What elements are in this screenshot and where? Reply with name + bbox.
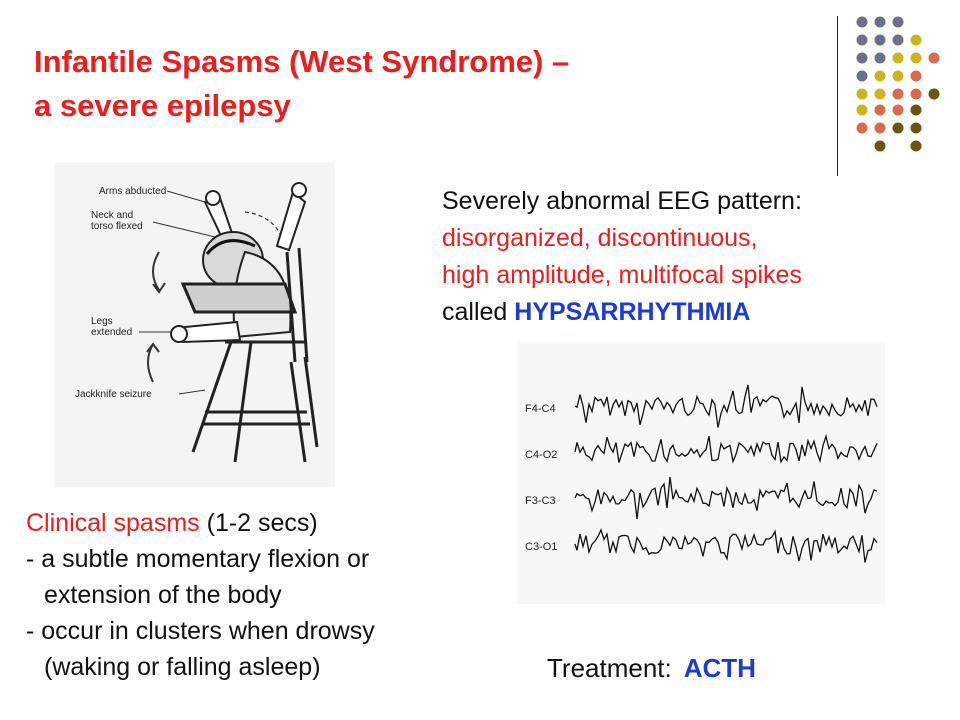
dot <box>857 53 868 64</box>
dot <box>857 105 868 116</box>
slide-title <box>34 40 569 128</box>
infant-seizure-illustration <box>55 162 335 487</box>
eeg-line-3: high amplitude, multifocal spikes <box>442 261 802 289</box>
channel-label-f3-c3: F3-C3 <box>525 495 556 507</box>
eeg-line-2: disorganized, discontinuous, <box>442 224 758 252</box>
clinical-bullet-1-cont: extension of the body <box>44 581 282 609</box>
dot <box>911 141 922 152</box>
dot <box>875 123 886 134</box>
label-legs: Legs <box>91 316 113 327</box>
dot <box>911 123 922 134</box>
title-line-1: Infantile Spasms (West Syndrome) – <box>34 44 570 79</box>
dot <box>893 71 904 82</box>
eeg-trace-figure <box>517 342 885 604</box>
treatment-line <box>547 653 756 684</box>
dot <box>875 17 886 28</box>
eeg-line-4 <box>442 294 802 331</box>
clinical-spasms-notes <box>26 505 375 685</box>
treatment-label: Treatment: <box>547 653 672 683</box>
treatment-value: ACTH <box>683 653 756 683</box>
label-neck: Neck and <box>91 210 134 221</box>
dot <box>893 123 904 134</box>
dot <box>911 53 922 64</box>
decorative-dot-grid <box>854 16 954 156</box>
dot <box>893 17 904 28</box>
label-arms-abducted: Arms abducted <box>99 186 167 197</box>
dot <box>893 89 904 100</box>
dot <box>911 89 922 100</box>
dot <box>857 123 868 134</box>
clinical-bullet-2-cont: (waking or falling asleep) <box>44 653 321 681</box>
dot <box>875 89 886 100</box>
clinical-heading-red: Clinical spasms <box>26 509 200 537</box>
channel-label-c4-o2: C4-O2 <box>525 449 558 461</box>
dot <box>875 141 886 152</box>
clinical-bullet-1: - a subtle momentary flexion or <box>26 545 370 573</box>
dot <box>911 35 922 46</box>
dot <box>911 105 922 116</box>
dot <box>875 105 886 116</box>
clinical-bullet-2: - occur in clusters when drowsy <box>26 617 375 645</box>
eeg-called: called <box>442 298 508 326</box>
channel-label-c3-o1: C3-O1 <box>525 541 558 553</box>
dot <box>875 53 886 64</box>
label-extended: extended <box>91 327 133 338</box>
clinical-duration: (1-2 secs) <box>206 509 318 537</box>
decorative-divider <box>837 16 838 176</box>
dot <box>857 35 868 46</box>
label-torso: torso flexed <box>91 221 143 232</box>
title-line-2: a severe epilepsy <box>34 88 291 123</box>
dot <box>929 53 940 64</box>
dot <box>929 89 940 100</box>
dot <box>893 35 904 46</box>
dot <box>857 71 868 82</box>
hypsarrhythmia-term: HYPSARRHYTHMIA <box>514 298 751 326</box>
dot <box>857 89 868 100</box>
channel-label-f4-c4: F4-C4 <box>525 403 556 415</box>
clinical-heading <box>26 505 375 541</box>
dot <box>875 71 886 82</box>
dot <box>893 53 904 64</box>
eeg-line-1: Severely abnormal EEG pattern: <box>442 187 802 215</box>
dot <box>911 71 922 82</box>
dot <box>875 35 886 46</box>
dot <box>893 105 904 116</box>
label-jackknife: Jackknife seizure <box>75 389 152 400</box>
dot <box>857 17 868 28</box>
eeg-description <box>442 183 802 331</box>
